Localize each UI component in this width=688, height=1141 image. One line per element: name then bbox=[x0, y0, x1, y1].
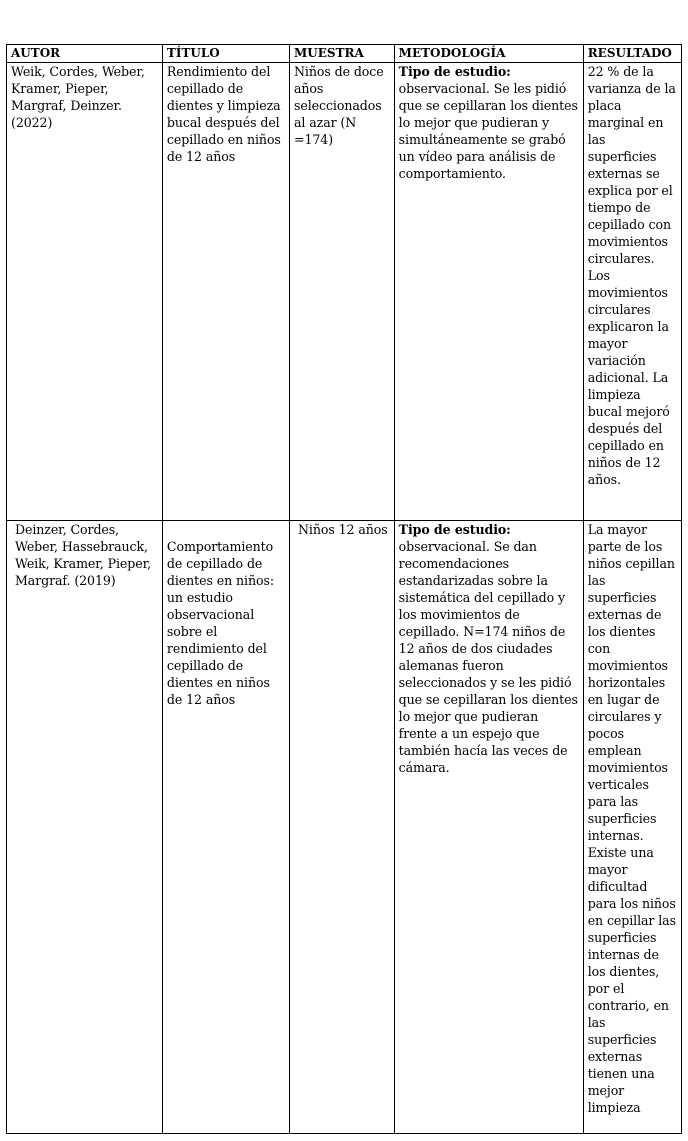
methodology-text: observacional. Se dan recomendaciones estandarizadas sobre la sistemática del cepillado y los movimientos de cepillado. N=174 niños de 12 años de dos ciudades alemanas fueron seleccionados y se les pidió que se cepillaran los dientes lo mejor que pudieran frente a un espejo que también hacía las veces de cámara. bbox=[398, 539, 578, 775]
sample-cell bbox=[290, 521, 395, 1134]
header-title: TÍTULO bbox=[162, 45, 289, 63]
sample-cell bbox=[290, 63, 395, 521]
header-result: RESULTADO bbox=[583, 45, 681, 63]
table-row bbox=[7, 63, 682, 521]
title-cell bbox=[162, 63, 289, 521]
result-cell bbox=[583, 521, 681, 1134]
table-row bbox=[7, 521, 682, 1134]
result-cell bbox=[583, 63, 681, 521]
methodology-text: observacional. Se les pidió que se cepillaran los dientes lo mejor que pudieran y simultáneamente se grabó un vídeo para análisis de comportamiento. bbox=[398, 81, 578, 181]
title-cell bbox=[162, 521, 289, 1134]
header-methodology: METODOLOGÍA bbox=[394, 45, 583, 63]
author-cell bbox=[7, 521, 163, 1134]
methodology-cell bbox=[394, 63, 583, 521]
literature-table bbox=[6, 44, 682, 1134]
result-text: 22 % de la varianza de la placa marginal en las superficies externas se explica por el tiempo de cepillado con movimientos circulares. Los movimientos circulares explicaron la mayor variación adicional. La limpieza bucal mejoró después del cepillado en niños de 12 años. bbox=[587, 64, 676, 487]
title-text: Rendimiento del cepillado de dientes y limpieza bucal después del cepillado en niños de 12 años bbox=[166, 64, 281, 164]
header-sample: MUESTRA bbox=[290, 45, 395, 63]
author-text: Weik, Cordes, Weber, Kramer, Pieper, Margraf, Deinzer. (2022) bbox=[11, 64, 145, 130]
author-text: Deinzer, Cordes, Weber, Hassebrauck, Weik, Kramer, Pieper, Margraf. (2019) bbox=[15, 522, 152, 588]
author-cell bbox=[7, 63, 163, 521]
title-text: Comportamiento de cepillado de dientes en niños: un estudio observacional sobre el rendimiento del cepillado de dientes en niños de 12 años bbox=[166, 539, 274, 707]
result-text: La mayor parte de los niños cepillan las superficies externas de los dientes con movimientos horizontales en lugar de circulares y pocos emplean movimientos verticales para las superficies internas. Existe una mayor dificultad para los niños en cepillar las superficies internas de los dientes, por el contrario, en las superficies externas tienen una mejor limpieza bbox=[587, 522, 676, 1115]
sample-text: Niños de doce años seleccionados al azar (N =174) bbox=[294, 64, 384, 147]
header-author: AUTOR bbox=[7, 45, 163, 63]
header-row bbox=[7, 45, 682, 63]
methodology-label: Tipo de estudio: bbox=[398, 522, 511, 537]
sample-text: Niños 12 años bbox=[298, 522, 388, 537]
methodology-label: Tipo de estudio: bbox=[398, 64, 511, 79]
methodology-cell bbox=[394, 521, 583, 1134]
